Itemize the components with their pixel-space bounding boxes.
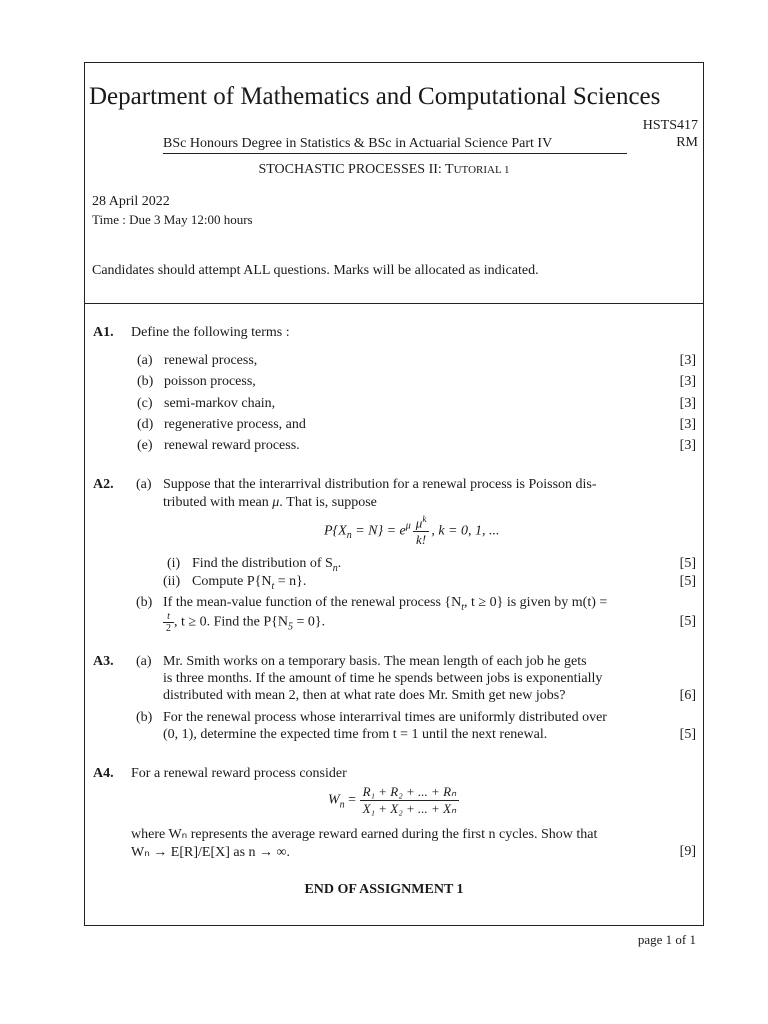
a4-eq-lhs-sub: n <box>339 799 345 811</box>
a2-line2-post: . That is, suppose <box>279 495 377 510</box>
eq-sub: n <box>346 530 352 542</box>
a2-part-a-line1: Suppose that the interarrival distribution for a renewal process is Poisson dis- <box>163 477 597 492</box>
date: 28 April 2022 <box>92 194 170 209</box>
a3-b-line2: (0, 1), determine the expected time from t = 1 until the next renewal. <box>163 727 548 742</box>
a2-ii-mark: [5] <box>679 574 696 589</box>
a2-b-sub2: 5 <box>287 621 293 633</box>
a1-item-mark: [3] <box>679 438 696 453</box>
a4-frac-num: R₁ + R₂ + ... + Rₙ <box>360 784 460 801</box>
a1-item-tag: (b) <box>137 374 154 389</box>
a4-prompt: For a renewal reward process consider <box>131 766 347 781</box>
eq-frac-num <box>413 514 430 532</box>
a2-b-line1-end: , t ≥ 0} is given by m(t) = <box>464 595 608 610</box>
question-label-a2: A2. <box>93 477 114 492</box>
a2-i-tag: (i) <box>167 556 181 571</box>
a1-item-tag: (d) <box>137 417 154 432</box>
a2-ii-sub: t <box>271 580 275 592</box>
eq-frac-den: k! <box>415 532 427 548</box>
eq-sup: μ <box>405 520 411 532</box>
a1-item-text: regenerative process, and <box>164 417 306 432</box>
a4-line2: Wₙ → E[R]/E[X] as n → ∞. <box>131 845 291 860</box>
t-over-2-fraction <box>163 611 174 634</box>
a1-item-tag: (e) <box>137 438 153 453</box>
tutorial-initial: T <box>445 162 454 177</box>
a2-b-mark: [5] <box>679 614 696 629</box>
a1-item-mark: [3] <box>679 396 696 411</box>
a4-mark: [9] <box>679 844 696 859</box>
a4-equation: $W_n$ = $\frac{\text{R₁ + R₂ + ... + Rₙ}}{\text{X₁ + X₂ + ... + Xₙ}}$ <box>328 784 459 817</box>
header-divider <box>84 303 704 304</box>
a3-a-line1: Mr. Smith works on a temporary basis. The mean length of each job he gets <box>163 654 587 669</box>
a1-item-mark: [3] <box>679 417 696 432</box>
eq-frac-num-sup: k <box>422 514 427 524</box>
eq-left: P{X <box>324 523 347 539</box>
eq-fraction <box>413 514 430 548</box>
a1-item-mark: [3] <box>679 374 696 389</box>
a1-item-text: renewal process, <box>164 353 258 368</box>
eq-right: , k = 0, 1, ... <box>431 523 500 539</box>
a2-b-line2-end: = 0}. <box>292 614 326 630</box>
a2-ii-tag: (ii) <box>163 574 181 589</box>
a1-item-tag: (a) <box>137 353 153 368</box>
a2-part-b-tag: (b) <box>136 595 153 610</box>
course-code: HSTS417 <box>642 118 698 133</box>
a3-part-b-tag: (b) <box>136 710 153 725</box>
a2-i-body: Find the distribution of S <box>192 556 333 571</box>
a2-part-a-line2 <box>163 495 377 511</box>
mu-symbol: μ <box>272 495 280 510</box>
question-label-a4: A4. <box>93 766 114 781</box>
a2-b-line1-body: If the mean-value function of the renewal process {N <box>163 595 462 610</box>
a2-part-b-line2 <box>163 611 325 634</box>
program-title: BSc Honours Degree in Statistics & BSc in Actuarial Science Part IV <box>163 136 627 154</box>
a2-i-mark: [5] <box>679 556 696 571</box>
a2-equation <box>324 514 499 548</box>
a1-prompt: Define the following terms : <box>131 325 290 340</box>
a2-ii-body: Compute P{N <box>192 574 272 589</box>
a3-b-line1: For the renewal process whose interarrival times are uniformly distributed over <box>163 710 607 725</box>
a1-item-text: semi-markov chain, <box>164 396 276 411</box>
a3-a-line2: is three months. If the amount of time he spends between jobs is exponentially <box>163 671 603 686</box>
a2-ii-text <box>192 574 306 592</box>
question-label-a3: A3. <box>93 654 114 669</box>
a1-item-mark: [3] <box>679 353 696 368</box>
a4-fraction <box>360 784 460 817</box>
a4-frac-den: X₁ + X₂ + ... + Xₙ <box>362 801 457 816</box>
a1-item-text: poisson process, <box>164 374 256 389</box>
a2-ii-end: = n}. <box>274 574 307 589</box>
tutorial-rest: UTORIAL 1 <box>453 164 510 176</box>
tutorial-title <box>0 162 768 178</box>
question-label-a1: A1. <box>93 325 114 340</box>
end-of-assignment: END OF ASSIGNMENT 1 <box>304 882 464 897</box>
a3-b-mark: [5] <box>679 727 696 742</box>
department-title: Department of Mathematics and Computational Sciences <box>89 83 661 110</box>
a3-a-mark: [6] <box>679 688 696 703</box>
instructions: Candidates should attempt ALL questions. Marks will be allocated as indicated. <box>92 263 539 278</box>
due-time: Time : Due 3 May 12:00 hours <box>92 212 253 227</box>
eq-mid: = N} = e <box>351 523 406 539</box>
a1-item-tag: (c) <box>137 396 153 411</box>
a3-part-a-tag: (a) <box>136 654 152 669</box>
a2-i-text <box>192 556 341 574</box>
a2-i-sub: n <box>332 562 338 574</box>
page-number: page 1 of 1 <box>637 932 696 947</box>
a2-b-line2-body: , t ≥ 0. Find the P{N <box>174 614 288 630</box>
a4-eq-lhs: W <box>328 792 340 808</box>
a1-item-text: renewal reward process. <box>164 438 300 453</box>
a4-line1: where Wₙ represents the average reward earned during the first n cycles. Show that <box>131 827 598 842</box>
a3-a-line3: distributed with mean 2, then at what rate does Mr. Smith get new jobs? <box>163 688 566 703</box>
tutorial-prefix: STOCHASTIC PROCESSES II: <box>258 162 446 177</box>
lecturer-initials: RM <box>676 135 698 150</box>
frac-den: 2 <box>166 623 171 634</box>
a2-line2-pre: tributed with mean <box>163 495 273 510</box>
a2-i-end: . <box>337 556 342 571</box>
a2-b-sub: t <box>461 601 465 613</box>
eq-frac-num-base: μ <box>415 515 423 531</box>
frac-num: t <box>163 611 174 623</box>
a2-part-a-tag: (a) <box>136 477 152 492</box>
